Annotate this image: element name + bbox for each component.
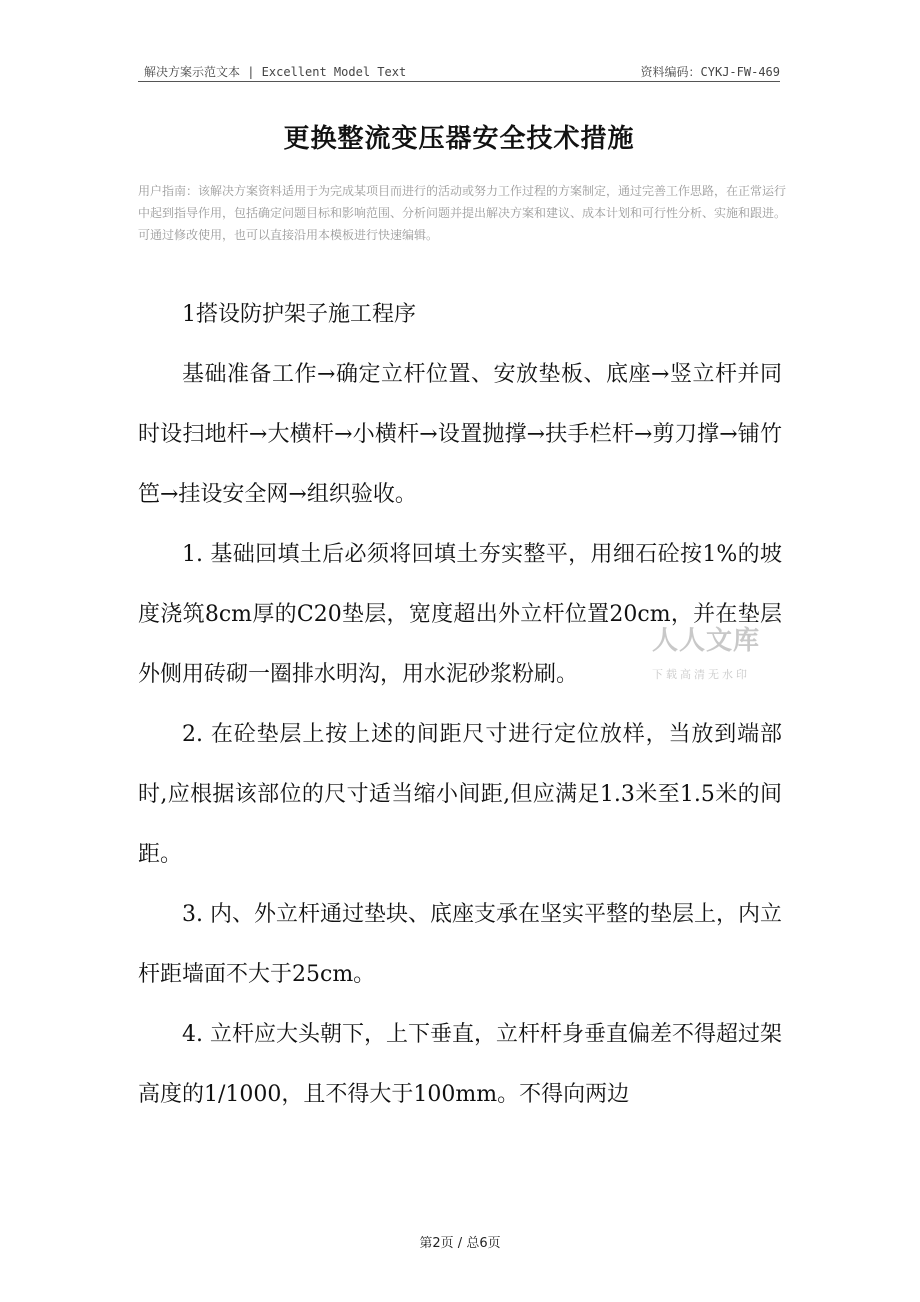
header-left-text: 解决方案示范文本 | Excellent Model Text (144, 65, 407, 79)
page-header (138, 63, 780, 81)
document-body (138, 285, 782, 1125)
body-paragraph: 4. 立杆应大头朝下，上下垂直，立杆杆身垂直偏差不得超过架高度的1/1000，且不得大于100mm。不得向两边 (138, 1022, 782, 1107)
document-code: 资料编码：CYKJ-FW-469 (640, 65, 780, 79)
header-divider (138, 81, 780, 82)
watermark-subtitle: 下载高清无水印 (652, 668, 750, 681)
body-paragraph: 2. 在砼垫层上按上述的间距尺寸进行定位放样，当放到端部时,应根据该部位的尺寸适当缩小间距,但应满足1.3米至1.5米的间距。 (138, 722, 782, 867)
document-title: 更换整流变压器安全技术措施 (283, 124, 635, 154)
page-number: 第2页 / 总6页 (419, 1236, 501, 1251)
body-paragraph: 3. 内、外立杆通过垫块、底座支承在坚实平整的垫层上，内立杆距墙面不大于25cm。 (138, 902, 782, 987)
body-paragraph: 1. 基础回填土后必须将回填土夯实整平，用细石砼按1%的坡度浇筑8cm厚的C20垫层，宽度超出外立杆位置20cm，并在垫层外侧用砖砌一圈排水明沟，用水泥砂浆粉刷。 (138, 542, 782, 687)
section-heading: 1搭设防护架子施工程序 (182, 302, 416, 327)
watermark-title: 人人文库 (652, 626, 761, 656)
user-guide-text: 用户指南：该解决方案资料适用于为完成某项目而进行的活动或努力工作过程的方案制定，通过完善工作思路，在正常运行中起到指导作用，包括确定问题目标和影响范围、分析问题并提出解决方案和建议、成本计划和可行性分析、实施和跟进。可通过修改使用，也可以直接沿用本模板进行快速编辑。 (138, 184, 787, 242)
watermark (652, 620, 772, 684)
body-paragraph: 基础准备工作→确定立杆位置、安放垫板、底座→竖立杆并同时设扫地杆→大横杆→小横杆→设置抛撑→扶手栏杆→剪刀撑→铺竹笆→挂设安全网→组织验收。 (138, 362, 782, 507)
